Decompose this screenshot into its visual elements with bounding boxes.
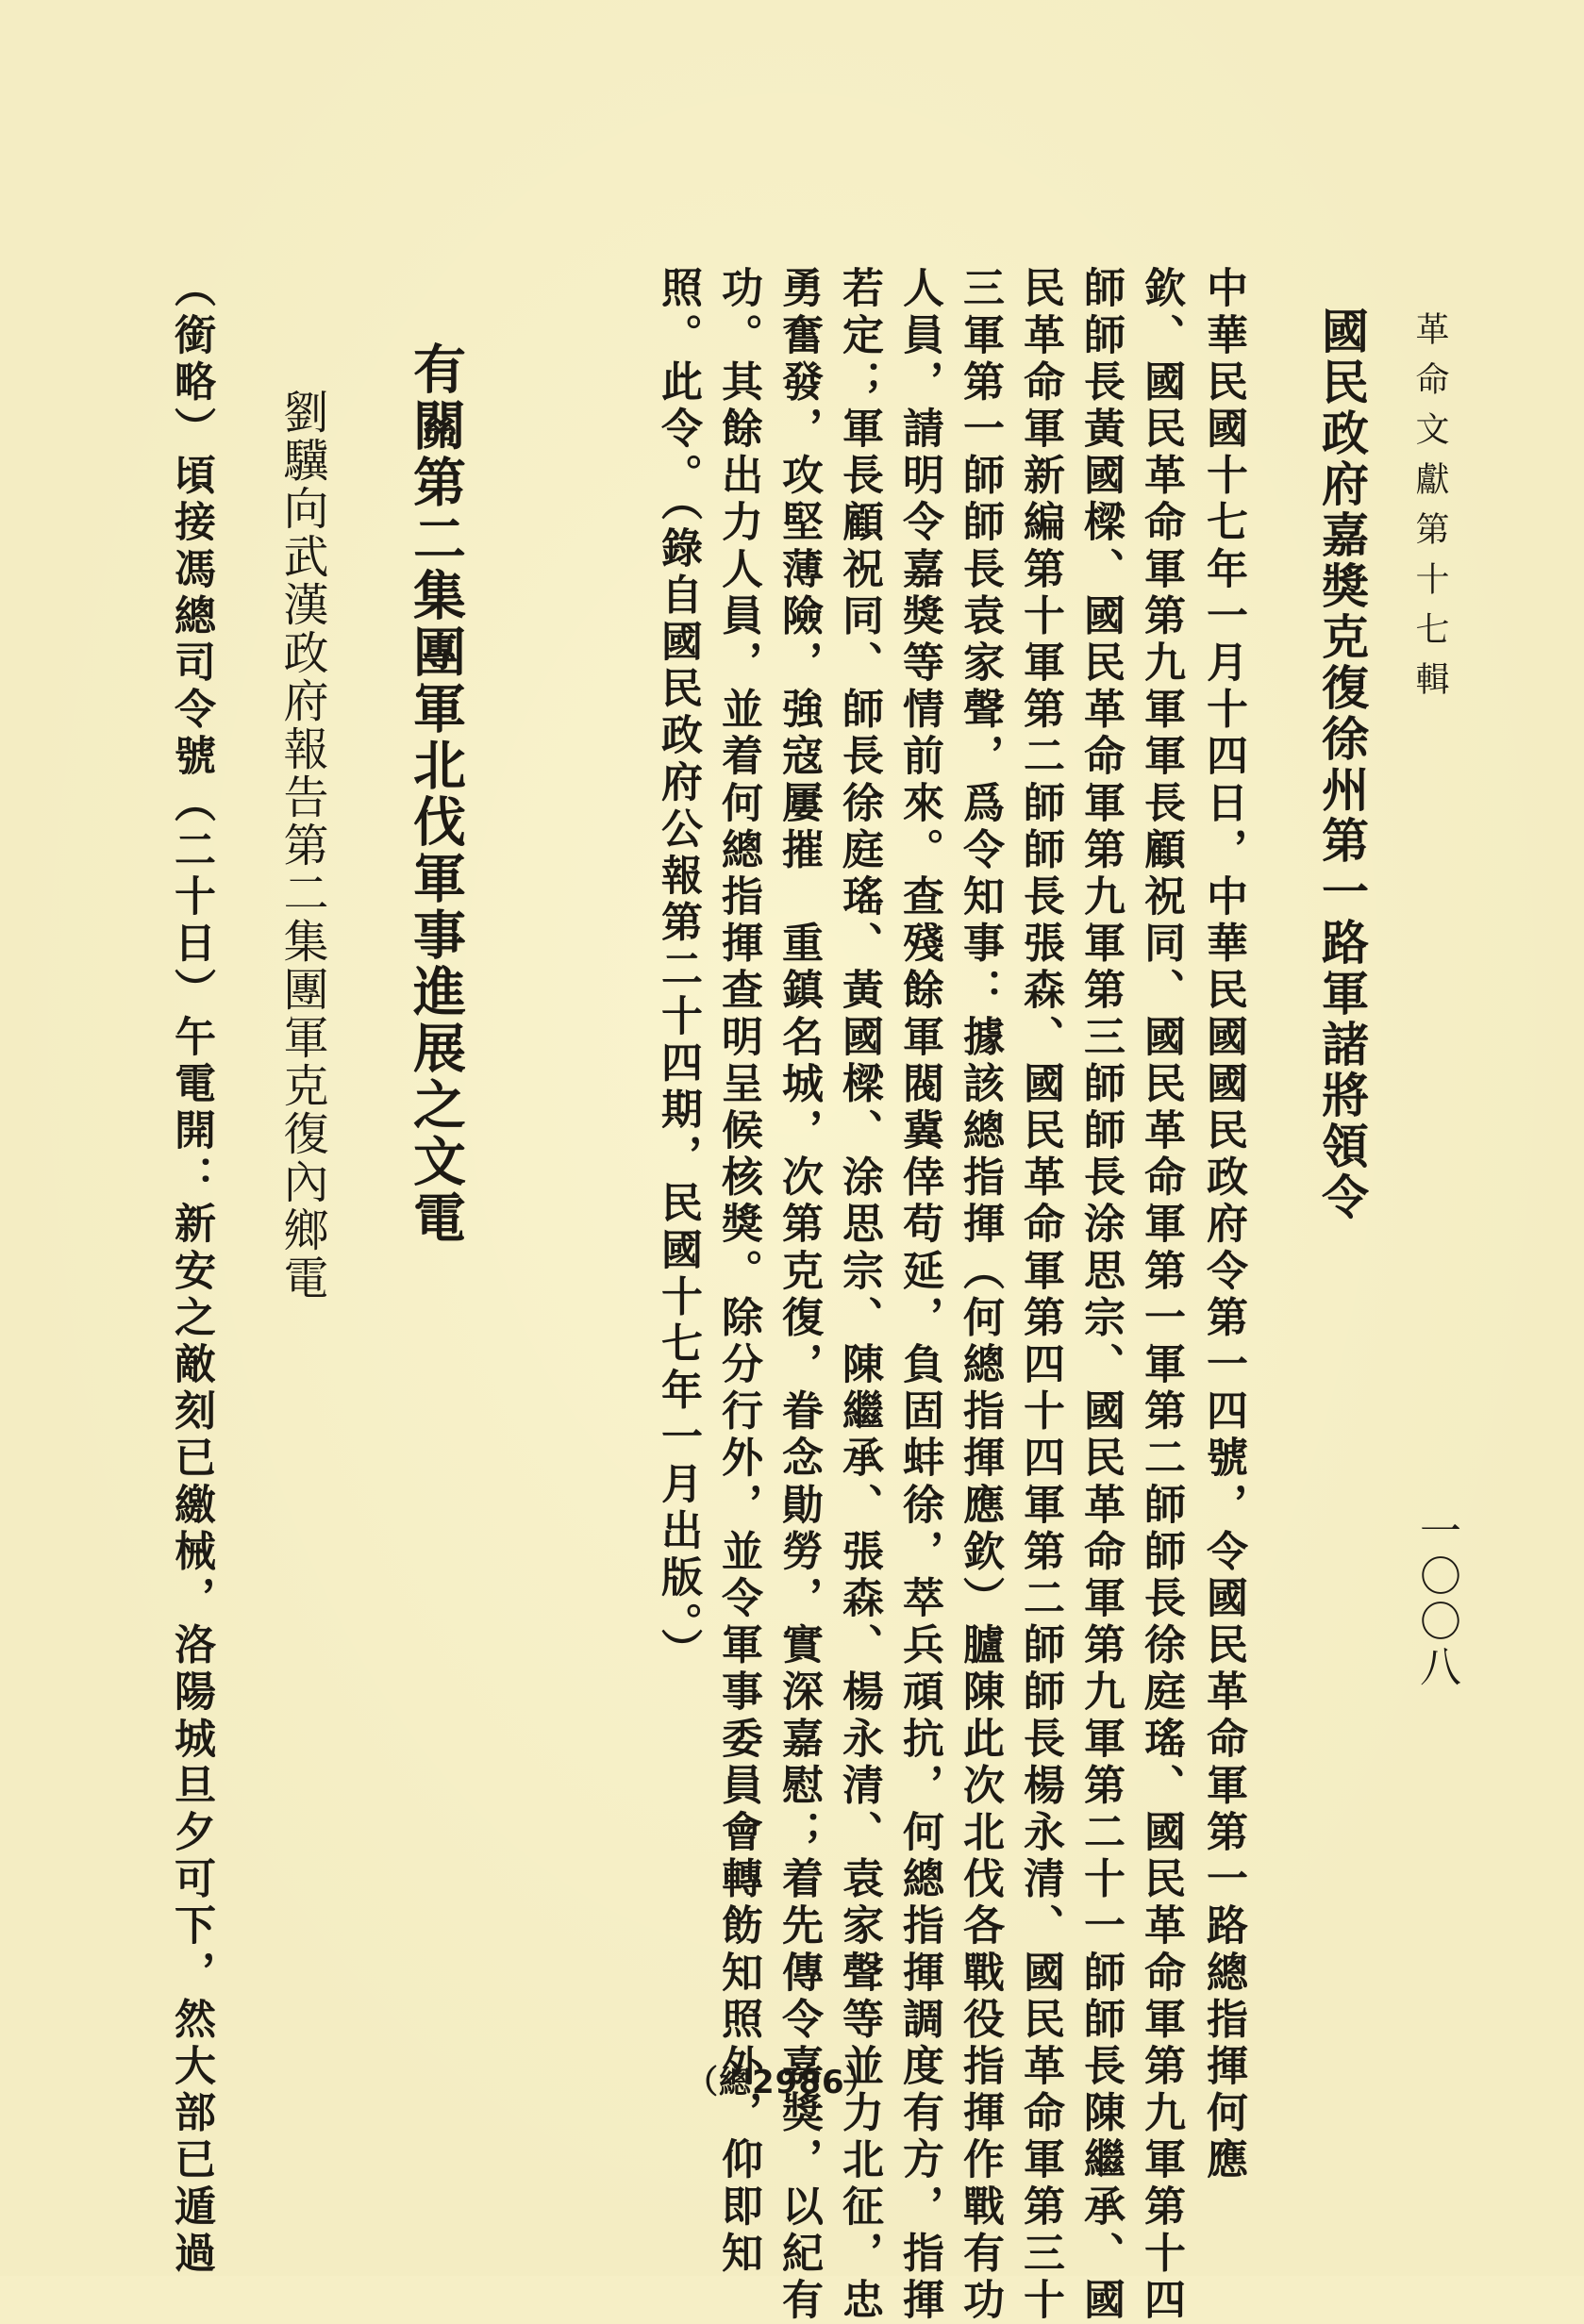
body-column: 若定；軍長顧祝同、師長徐庭瑤、黃國樑、涂思宗、陳繼承、張森、楊永清、袁家聲等並力北征，忠 xyxy=(835,266,883,2324)
body-column: 民革命軍新編第十軍第二師師長張森、國民革命軍第四十四軍第二師師長楊永清、國民革命軍第三十 xyxy=(1016,266,1064,2324)
body-column: （銜略）頃接馮總司令號（二十日）午電開：新安之敵刻已繳械，洛陽城旦夕可下，然大部已遁過 xyxy=(167,266,215,2278)
body-column: 三軍第一師師長袁家聲，爲令知事：據該總指揮（何總指揮應欽）臚陳此次北伐各戰役指揮作戰有功 xyxy=(956,266,1004,2324)
body-column: 照。此令。（錄自國民政府公報第二十四期，民國十七年一月出版。） xyxy=(654,266,702,1675)
page-number: 一〇〇八 xyxy=(1412,1509,1460,1690)
document-title-1: 國民政府嘉獎克復徐州第一路軍諸將領令 xyxy=(1314,307,1370,1223)
body-column: 中華民國十七年一月十四日，中華民國國民政府令第一四號，令國民革命軍第一路總指揮何應 xyxy=(1199,266,1247,2184)
body-column: 人員，請明令嘉獎等情前來。查殘餘軍閥冀倖苟延，負固蚌徐，萃兵頑抗，何總指揮調度有方，指揮 xyxy=(895,266,943,2324)
body-column: 勇奮發，攻堅薄險，強寇屢摧 重鎮名城，次第克復，眷念勛勞，實深嘉慰；着先傳令嘉獎，以紀有 xyxy=(775,266,823,2324)
document-subtitle: 劉驥向武漢政府報告第二集團軍克復內鄉電 xyxy=(275,389,328,1303)
total-page-number: （總2986） xyxy=(686,2064,878,2101)
running-header: 革命文獻第十七輯 xyxy=(1410,311,1449,711)
body-column: 功。其餘出力人員，並着何總指揮查明呈候核獎。除分行外，並令軍事委員會轉飭知照外，仰即知 xyxy=(714,266,762,2278)
body-column: 欽、國民革命軍第九軍軍長顧祝同、國民革命軍第一軍第二師師長徐庭瑤、國民革命軍第九軍第十四 xyxy=(1137,266,1185,2324)
body-column: 師師長黃國樑、國民革命軍第九軍第三師師長涂思宗、國民革命軍第九軍第二十一師師長陳繼承、國 xyxy=(1076,266,1125,2324)
document-title-2: 有關第二集團軍北伐軍事進展之文電 xyxy=(405,341,467,1247)
